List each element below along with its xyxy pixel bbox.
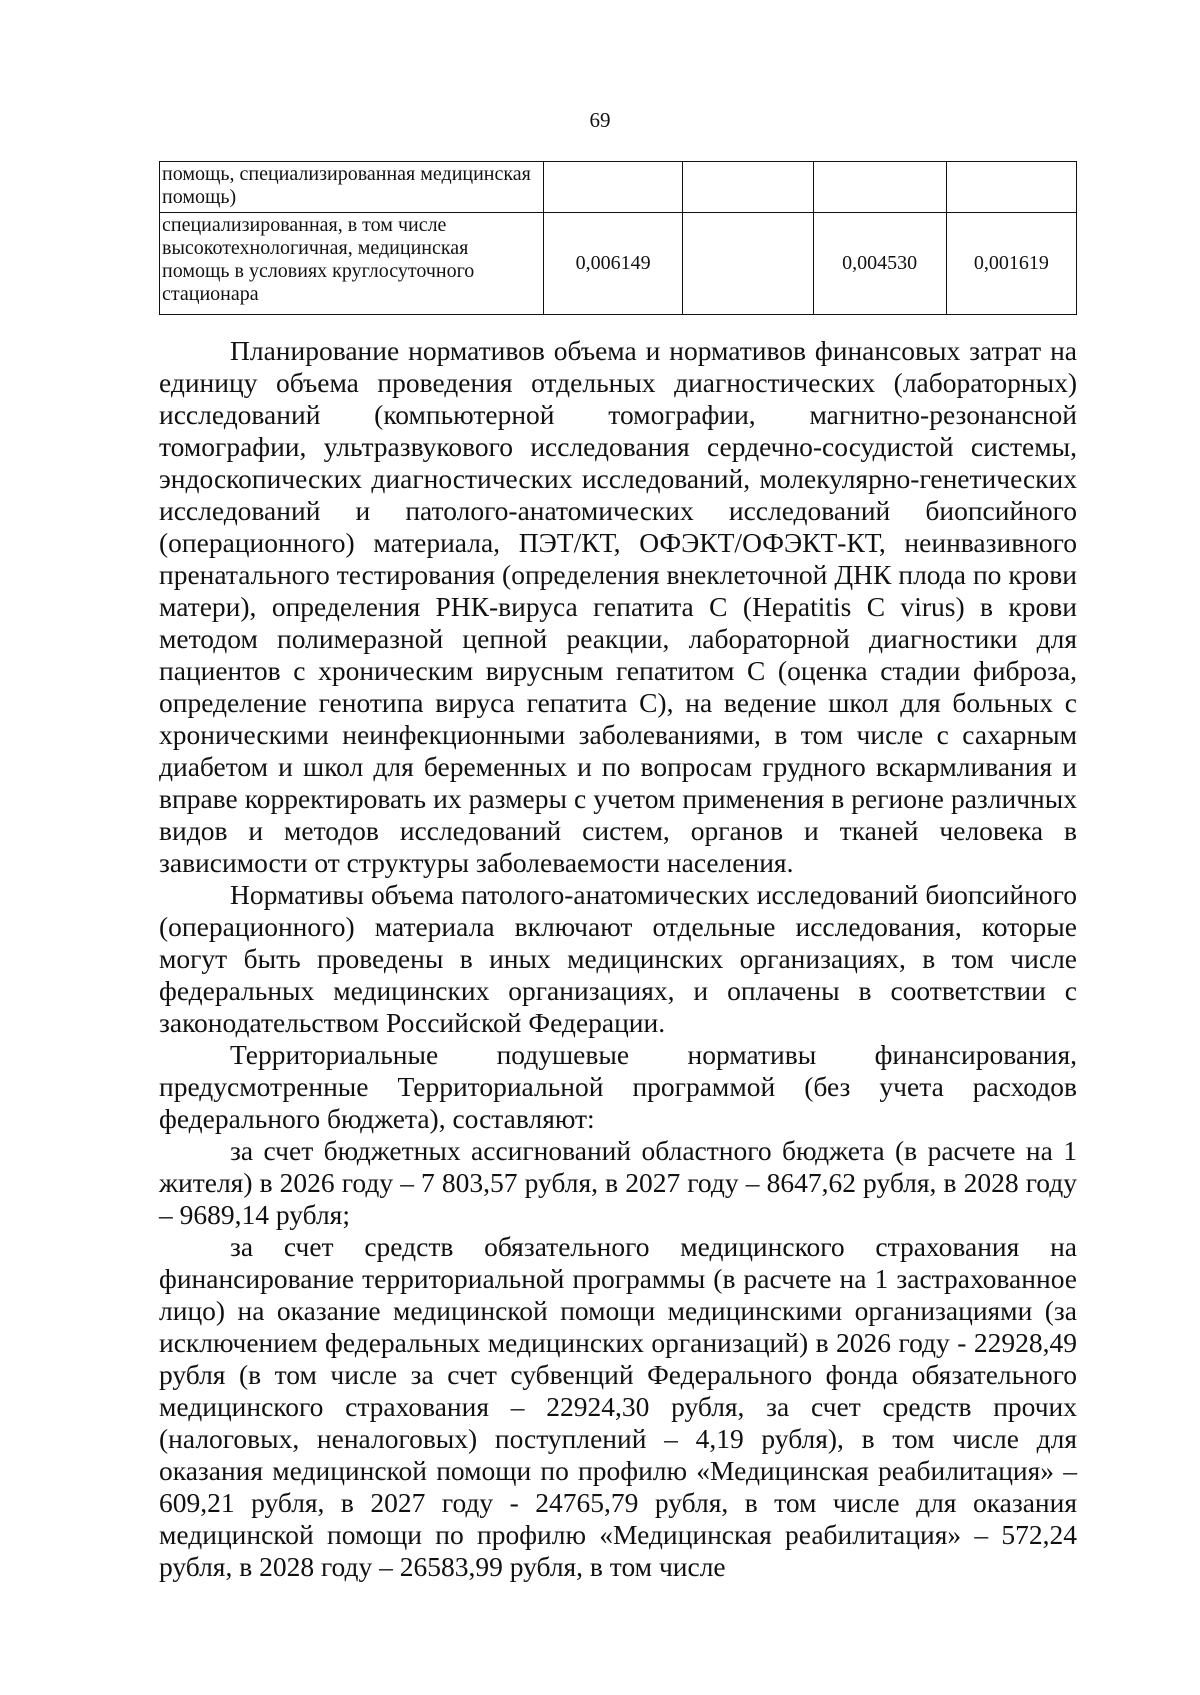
paragraph-diagnostics-planning: Планирование нормативов объема и нормативов финансовых затрат на единицу объема проведения отдельных диагностических (лабораторных) исследований (компьютерной томографии, магнитно-резонансной томографии, ультразвукового исследования сердечно-сосудистой системы, эндоскопических диагностических исследований, молекулярно-генетических исследований и патолого-анатомических исследований биопсийного (операционного) материала, ПЭТ/КТ, ОФЭКТ/ОФЭКТ-КТ, неинвазивного пренатального тестирования (определения внеклеточной ДНК плода по крови матери), определения РНК-вируса гепатита С (Hepatitis C virus) в крови методом полимеразной цепной реакции, лабораторной диагностики для пациентов с хроническим вирусным гепатитом С (оценка стадии фиброза, определение генотипа вируса гепатита С), на ведение школ для больных с хроническими неинфекционными заболеваниями, в том числе с сахарным диабетом и школ для беременных и по вопросам грудного вскармливания и вправе корректировать их размеры с учетом применения в регионе различных видов и методов исследований систем, органов и тканей человека в зависимости от структуры заболеваемости населения. bbox=[159, 335, 1077, 878]
table-cell-label: специализированная, в том числе высокотехнологичная, медицинская помощь в условиях круглосуточного стационара bbox=[160, 213, 544, 315]
table-cell-value bbox=[543, 162, 683, 213]
table-row bbox=[160, 213, 1077, 315]
paragraph-per-capita-norms: Территориальные подушевые нормативы финансирования, предусмотренные Территориальной программой (без учета расходов федерального бюджета), составляют: bbox=[159, 1039, 1077, 1134]
paragraph-pathology-norms: Нормативы объема патолого-анатомических исследований биопсийного (операционного) материала включают отдельные исследования, которые могут быть проведены в иных медицинских организациях, в том числе федеральных медицинских организациях, и оплачены в соответствии с законодательством Российской Федерации. bbox=[159, 879, 1077, 1038]
table-cell-value bbox=[683, 162, 813, 213]
table-cell-value: 0,004530 bbox=[813, 213, 946, 315]
paragraph-oms-funds: за счет средств обязательного медицинского страхования на финансирование территориальной программы (в расчете на 1 застрахованное лицо) на оказание медицинской помощи медицинскими организациями (за исключением федеральных медицинских организаций) в 2026 году - 22928,49 рубля (в том числе за счет субвенций Федерального фонда обязательного медицинского страхования – 22924,30 рубля, за счет средств прочих (налоговых, неналоговых) поступлений – 4,19 рубля), в том числе для оказания медицинской помощи по профилю «Медицинская реабилитация» – 609,21 рубля, в 2027 году - 24765,79 рубля, в том числе для оказания медицинской помощи по профилю «Медицинская реабилитация» – 572,24 рубля, в 2028 году – 26583,99 рубля, в том числе bbox=[159, 1231, 1077, 1582]
table-cell-value: 0,001619 bbox=[946, 213, 1076, 315]
document-body bbox=[159, 335, 1077, 1583]
table-row bbox=[160, 162, 1077, 213]
table-cell-label: помощь, специализированная медицинская помощь) bbox=[160, 162, 544, 213]
page-number: 69 bbox=[589, 108, 611, 132]
norms-table bbox=[159, 161, 1077, 315]
paragraph-regional-budget: за счет бюджетных ассигнований областного бюджета (в расчете на 1 жителя) в 2026 году – 7 803,57 рубля, в 2027 году – 8647,62 рубля, в 2028 году – 9689,14 рубля; bbox=[159, 1135, 1077, 1230]
table-cell-value bbox=[946, 162, 1076, 213]
table-cell-value bbox=[683, 213, 813, 315]
table-cell-value: 0,006149 bbox=[543, 213, 683, 315]
table-cell-value bbox=[813, 162, 946, 213]
